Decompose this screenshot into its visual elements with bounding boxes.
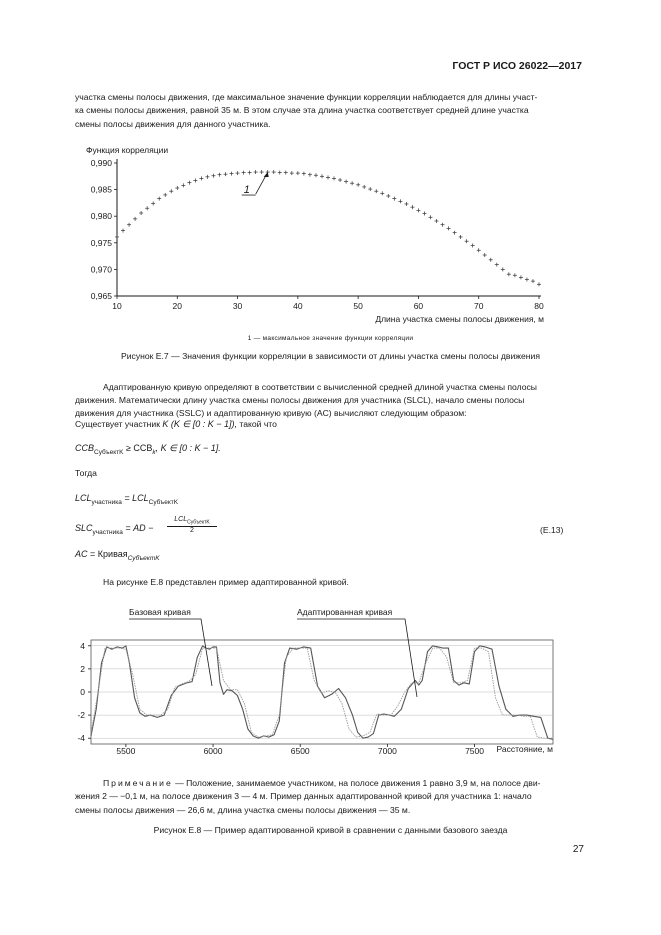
data-point (139, 211, 143, 215)
y-tick-label: 2 (80, 663, 85, 674)
method-line-2: движения. Математически длину участка смены полосы движения для участника (SLCL), начало смены полосы (75, 395, 525, 405)
data-point (151, 201, 155, 205)
data-point (477, 248, 481, 252)
base-curve-label: Базовая кривая (129, 607, 191, 617)
data-point (519, 275, 523, 279)
data-point (356, 183, 360, 187)
lcl-subscript-2: СубъектK (148, 498, 179, 506)
data-point (398, 199, 402, 203)
data-point (362, 185, 366, 189)
data-point (157, 197, 161, 201)
data-point (495, 263, 499, 267)
data-point (416, 208, 420, 212)
y-tick-label: -2 (77, 710, 85, 721)
data-point (320, 174, 324, 178)
slc-symbol: SLC (75, 523, 93, 533)
note-text-1: — Положение, занимаемое участником, на полосе движения 1 равно 3,9 м, на полосе дви- (172, 778, 541, 788)
data-point (181, 183, 185, 187)
data-point (217, 173, 221, 177)
data-point (507, 272, 511, 276)
data-point (127, 223, 131, 227)
correlation-chart-points (115, 170, 541, 286)
ac-subscript: СубъектK (127, 554, 160, 562)
data-point (525, 278, 529, 282)
exists-line (75, 419, 277, 430)
intro-line-1: участка смены полосы движения, где максимальное значение функции корреляции наблюдается для длины участ- (75, 92, 538, 102)
x-tick-label: 50 (353, 301, 363, 311)
slc-num-subscript: СубъектK (187, 519, 210, 526)
data-point (404, 202, 408, 206)
data-point (230, 172, 234, 176)
x-tick-label: 6000 (203, 746, 223, 756)
note-line-2: жения 2 — −0,1 м, на полосе движения 3 — 4 м. Пример данных адаптированной кривой для участника 1: начало (75, 791, 532, 802)
data-point (447, 226, 451, 230)
formula-ac (75, 549, 160, 562)
slc-denominator: 2 (190, 527, 194, 535)
y-tick-label: 0,965 (90, 291, 112, 301)
callout-label: 1 (243, 184, 250, 197)
data-point (453, 231, 457, 235)
method-paragraph-cont (75, 394, 585, 421)
figure-e7-legend: 1 — максимальное значение функции корреляции (247, 335, 414, 342)
ac-equals: = Кривая (90, 549, 128, 559)
slc-subscript: участника (92, 528, 123, 536)
x-tick-label: 6500 (290, 746, 310, 756)
figure-e8-note (75, 777, 585, 817)
data-point (115, 235, 119, 239)
y-tick-label: 4 (80, 640, 85, 651)
x-tick-label: 7000 (377, 746, 397, 756)
callout-leader-line (256, 174, 267, 194)
data-point (242, 171, 246, 175)
data-point (489, 258, 493, 262)
data-point (187, 181, 191, 185)
data-point (278, 171, 282, 175)
data-point (501, 267, 505, 271)
max-value-callout (242, 172, 269, 196)
data-point (471, 243, 475, 247)
correlation-chart-axes (91, 158, 544, 311)
data-point (537, 282, 541, 286)
data-point (260, 170, 264, 174)
intro-line-3: смены полосы движения для данного участника. (75, 118, 271, 129)
data-point (163, 193, 167, 197)
y-tick-label: 0,985 (90, 184, 112, 195)
figure-e8-caption: Рисунок Е.8 — Пример адаптированной кривой в сравнении с данными базового заезда (153, 825, 508, 835)
correlation-chart (60, 140, 560, 330)
distance-axis-label: Расстояние, м (496, 744, 553, 754)
slc-numerator (167, 516, 217, 527)
data-point (422, 212, 426, 216)
data-point (290, 171, 294, 175)
data-point (272, 170, 276, 174)
lcl-subscript: участника (91, 498, 122, 506)
data-point (435, 219, 439, 223)
exists-text: Существует участник (75, 419, 160, 429)
data-point (392, 197, 396, 201)
x-tick-label: 5500 (116, 746, 136, 756)
x-tick-label: 40 (293, 301, 303, 311)
data-point (308, 173, 312, 177)
correlation-y-axis-label: Функция корреляции (86, 145, 169, 155)
ccb-range: , K ∈ [0 : K − 1]. (155, 443, 221, 453)
y-tick-label: 0,980 (90, 211, 112, 222)
data-point (133, 217, 137, 221)
data-point (296, 171, 300, 175)
adapted-chart-frame (91, 640, 553, 744)
x-tick-label: 80 (534, 301, 544, 311)
slc-equals: = AD − (125, 523, 154, 533)
data-point (175, 186, 179, 190)
method-line-3: движения для участника (SSLC) и адаптированную кривую (AC) вычисляют следующим образом: (75, 408, 467, 419)
data-point (205, 175, 209, 179)
data-point (145, 206, 149, 210)
y-tick-label: 0,975 (90, 237, 112, 248)
data-point (248, 171, 252, 175)
exists-tail: такой что (239, 419, 277, 429)
formula-lcl (75, 493, 178, 506)
data-point (459, 235, 463, 239)
method-line-1: Адаптированную кривую определяют в соответствии с вычисленной средней длиной участка смены полосы (103, 382, 537, 392)
data-point (465, 239, 469, 243)
data-point (199, 176, 203, 180)
data-point (374, 189, 378, 193)
note-line-1 (75, 777, 585, 790)
equation-number: (Е.13) (540, 525, 564, 535)
note-line-3: смены полосы движения — 26,6 м, длина участка смены полосы движения — 35 м. (75, 804, 411, 815)
exists-condition: K (K ∈ [0 : K − 1]), (162, 419, 237, 429)
adapted-curve-chart (55, 600, 575, 770)
ccb-right-subscript: k (152, 448, 156, 456)
data-point (302, 172, 306, 176)
data-point (211, 174, 215, 178)
y-tick-label: 0,970 (90, 264, 112, 275)
ccb-right: ≥ CCB (125, 443, 153, 453)
data-point (254, 170, 258, 174)
note-label: Примечание (103, 778, 173, 788)
x-tick-label: 10 (112, 301, 122, 311)
ccb-symbol: CCB (75, 443, 95, 453)
figure-e7-caption: Рисунок Е.7 — Значения функции корреляции в зависимости от длины участка смены полосы движения (121, 351, 540, 361)
correlation-x-axis-label: Длина участка смены полосы движения, м (375, 314, 544, 324)
data-point (531, 279, 535, 283)
figure-e8-intro: На рисунке Е.8 представлен пример адаптированной кривой. (103, 577, 349, 587)
ccb-subscript: СубъектK (94, 448, 124, 456)
intro-line-2: ка смены полосы движения, равной 35 м. В этом случае эта длина участка соответствует средней длине участка (75, 105, 529, 116)
adapted-curve-label: Адаптированная кривая (297, 607, 393, 617)
x-tick-label: 30 (232, 301, 243, 311)
data-point (410, 205, 414, 209)
y-tick-label: -4 (77, 733, 85, 744)
data-point (236, 171, 240, 175)
formula-slc (75, 523, 153, 536)
x-tick-label: 20 (172, 301, 183, 311)
data-point (350, 181, 354, 185)
data-point (284, 171, 288, 175)
ac-symbol: AC (75, 549, 88, 559)
lcl-equals: = LCL (124, 493, 149, 503)
data-point (338, 178, 342, 182)
data-point (344, 180, 348, 184)
slc-num-symbol: LCL (174, 516, 188, 523)
data-point (368, 187, 372, 191)
data-point (121, 229, 125, 233)
x-tick-label: 7500 (465, 746, 485, 756)
data-point (441, 223, 445, 227)
method-paragraph (75, 381, 585, 394)
x-tick-label: 70 (473, 301, 484, 311)
data-point (428, 215, 432, 219)
data-point (332, 176, 336, 180)
data-point (314, 173, 318, 177)
slc-fraction (167, 516, 217, 534)
document-header: ГОСТ Р ИСО 26022—2017 (452, 60, 582, 72)
data-point (386, 194, 390, 198)
lcl-symbol: LCL (75, 493, 92, 503)
y-tick-label: 0 (80, 687, 85, 697)
data-point (169, 189, 173, 193)
data-point (513, 273, 517, 277)
then-label: Тогда (75, 468, 97, 478)
data-point (380, 191, 384, 195)
page-number: 27 (572, 844, 584, 855)
intro-paragraph (75, 91, 585, 131)
data-point (224, 172, 228, 176)
formula-ccb (75, 443, 221, 456)
data-point (193, 179, 197, 183)
x-tick-label: 60 (413, 301, 424, 311)
data-point (483, 253, 487, 257)
data-point (326, 175, 330, 179)
y-tick-label: 0,990 (90, 158, 112, 168)
